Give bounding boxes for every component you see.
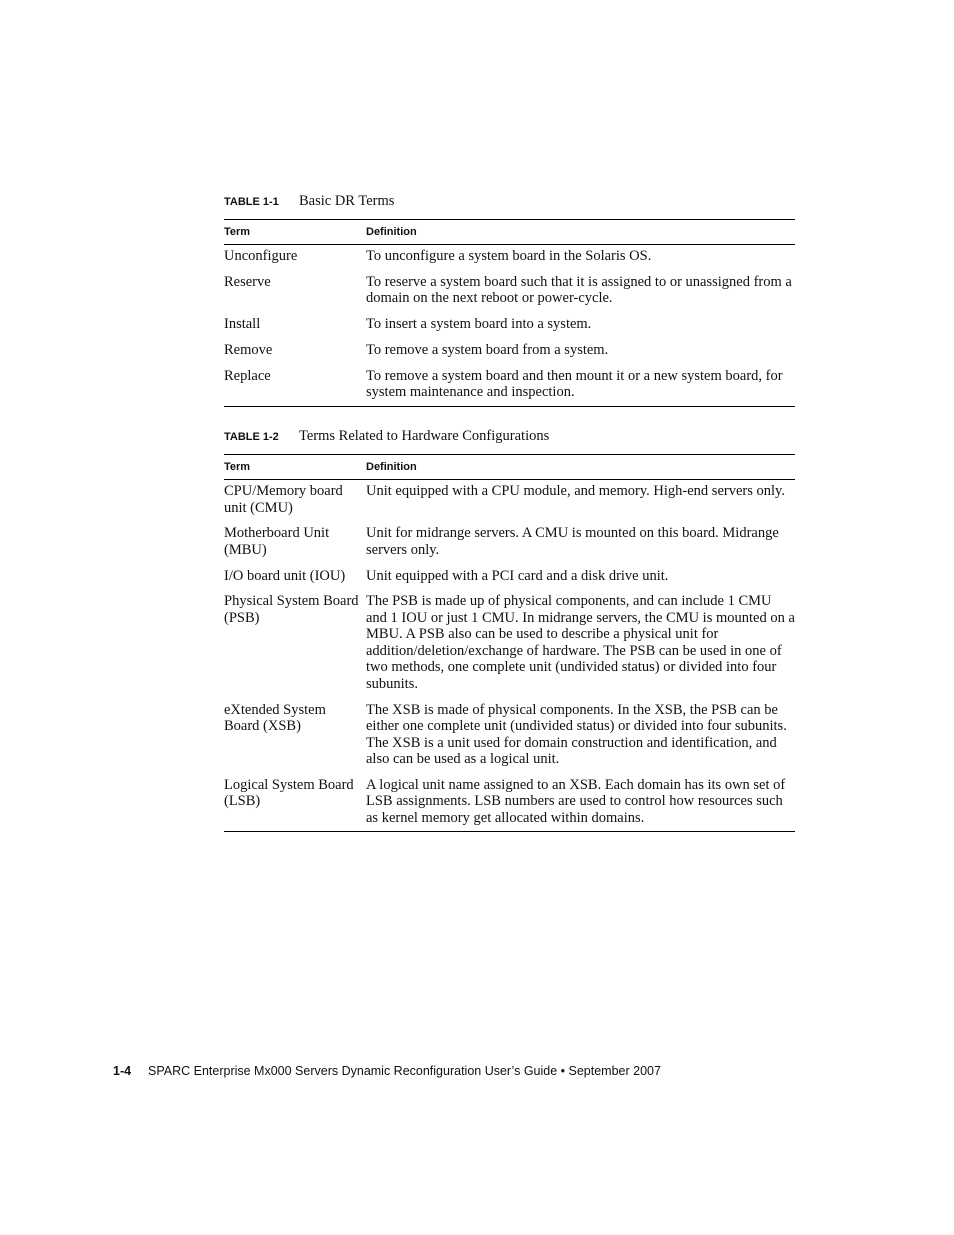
table-hardware-configuration-terms <box>224 425 795 832</box>
term-cell: Remove <box>224 341 273 358</box>
table-body <box>224 245 795 406</box>
page-number: 1-4 <box>113 1064 132 1078</box>
definition-cell: Unit equipped with a PCI card and a disk drive unit. <box>366 567 669 584</box>
table-body <box>224 480 795 831</box>
table-row <box>224 316 795 333</box>
table-header-row <box>224 455 795 479</box>
definition-cell: The PSB is made up of physical components, and can include 1 CMU and 1 IOU or just 1 CMU. In midrange servers, the CMU is mounted on a MBU. A PSB also can be used to describe a physical unit for addition/deletion/exchange of hardware. The PSB can be used in one of two methods, one complete unit (undivided status) or divided into four subunits. <box>366 593 795 692</box>
table-title: Terms Related to Hardware Configurations <box>299 428 550 444</box>
term-cell: Logical System Board (LSB) <box>224 776 354 810</box>
term-cell: eXtended System Board (XSB) <box>224 701 326 735</box>
table-row <box>224 342 795 359</box>
table-row <box>224 483 795 516</box>
term-cell: Replace <box>224 367 271 384</box>
table-row <box>224 593 795 692</box>
table-row <box>224 777 795 827</box>
definition-cell: A logical unit name assigned to an XSB. Each domain has its own set of LSB assignments. LSB numbers are used to control how resources such as kernel memory get allocated within domains. <box>366 776 786 826</box>
table-bottom-rule <box>224 406 795 407</box>
definition-cell: The XSB is made of physical components. In the XSB, the PSB can be either one complete unit (undivided status) or divided into four subunits. The XSB is a unit used for domain construction and identification, and also can be used as a logical unit. <box>366 701 787 768</box>
definition-cell: To reserve a system board such that it is assigned to or unassigned from a domain on the next reboot or power-cycle. <box>366 273 792 307</box>
table-row <box>224 568 795 585</box>
table-bottom-rule <box>224 831 795 832</box>
definition-cell: To remove a system board from a system. <box>366 341 609 358</box>
header-definition: Definition <box>366 226 417 238</box>
table-row <box>224 702 795 768</box>
table-title: Basic DR Terms <box>299 193 395 209</box>
table-row <box>224 274 795 307</box>
table-number: TABLE 1-2 <box>224 431 279 443</box>
table-row <box>224 525 795 558</box>
definition-cell: To remove a system board and then mount it or a new system board, for system maintenance and inspection. <box>366 367 783 401</box>
table-number: TABLE 1-1 <box>224 196 279 208</box>
term-cell: Reserve <box>224 273 271 290</box>
table-header-row <box>224 220 795 244</box>
footer-text: SPARC Enterprise Mx000 Servers Dynamic Reconfiguration User’s Guide • September 2007 <box>148 1064 661 1078</box>
table-basic-dr-terms <box>224 190 795 407</box>
table-row <box>224 248 795 265</box>
table-caption <box>224 190 795 212</box>
definition-cell: To unconfigure a system board in the Solaris OS. <box>366 248 652 264</box>
table-caption <box>224 425 795 447</box>
table-row <box>224 368 795 401</box>
term-cell: Unconfigure <box>224 248 298 264</box>
definition-cell: Unit equipped with a CPU module, and memory. High-end servers only. <box>366 483 785 499</box>
definition-cell: To insert a system board into a system. <box>366 316 592 333</box>
term-cell: I/O board unit (IOU) <box>224 567 346 584</box>
header-term: Term <box>224 461 251 473</box>
term-cell: Physical System Board (PSB) <box>224 593 359 626</box>
term-cell: CPU/Memory board unit (CMU) <box>224 483 343 516</box>
term-cell: Install <box>224 316 261 333</box>
term-cell: Motherboard Unit (MBU) <box>224 525 330 558</box>
page-footer <box>113 1063 661 1079</box>
header-term: Term <box>224 226 251 238</box>
header-definition: Definition <box>366 461 417 473</box>
definition-cell: Unit for midrange servers. A CMU is mounted on this board. Midrange servers only. <box>366 525 779 558</box>
